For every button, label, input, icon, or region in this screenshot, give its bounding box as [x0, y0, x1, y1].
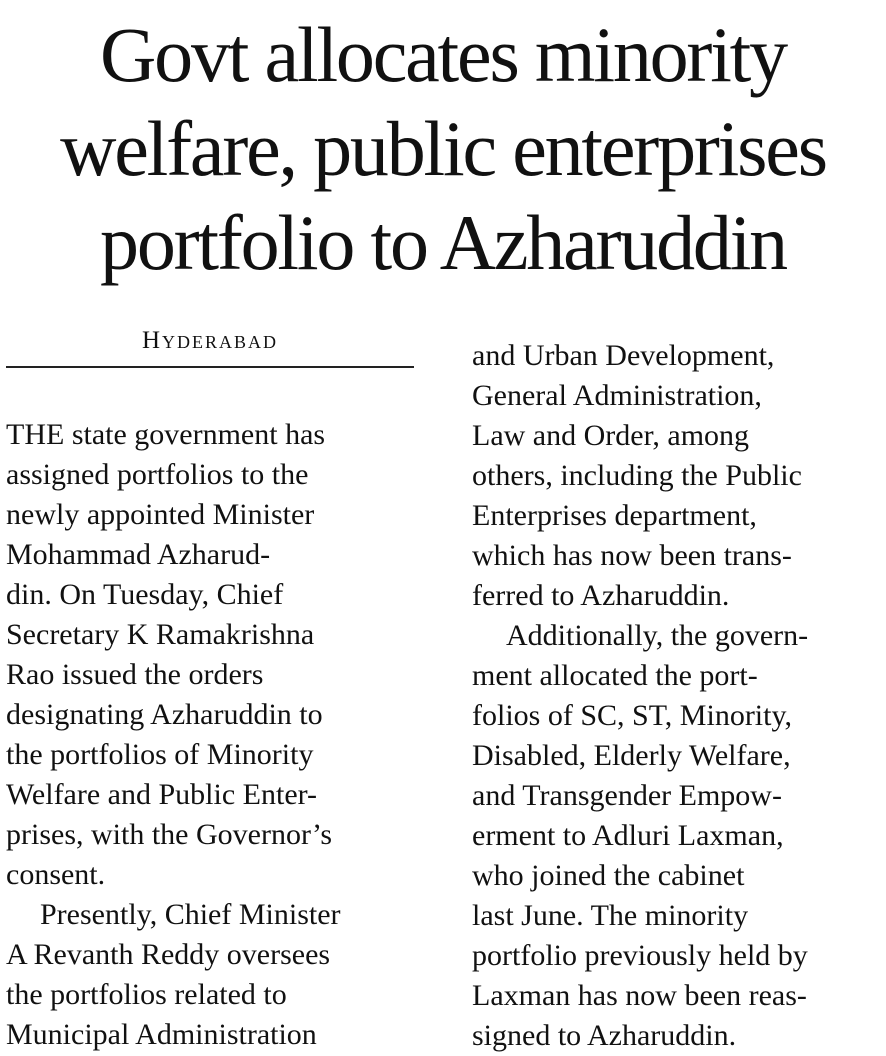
body-line: last June. The minority: [472, 899, 749, 932]
body-line: signed to Azharuddin.: [472, 1019, 737, 1052]
headline-line: Govt allocates minority: [100, 11, 786, 98]
dateline-divider: [6, 366, 414, 368]
body-line: Disabled, Elderly Welfare,: [472, 739, 791, 772]
body-line: din. On Tuesday, Chief: [6, 578, 284, 611]
body-line: the portfolios related to: [6, 978, 287, 1011]
body-line: General Administration,: [472, 379, 762, 412]
headline-line: welfare, public enterprises: [60, 105, 826, 192]
body-line: erment to Adluri Laxman,: [472, 819, 784, 852]
body-line: Laxman has now been reas-: [472, 979, 807, 1012]
body-line: which has now been trans-: [472, 539, 792, 572]
body-line: newly appointed Minister: [6, 498, 315, 531]
body-line: ment allocated the port-: [472, 659, 758, 692]
body-line: Enterprises department,: [472, 499, 757, 532]
body-line: designating Azharuddin to: [6, 698, 323, 731]
body-line: others, including the Public: [472, 459, 802, 492]
body-line: prises, with the Governor’s: [6, 818, 333, 851]
body-line: folios of SC, ST, Minority,: [472, 699, 793, 732]
body-line: and Transgender Empow-: [472, 779, 782, 812]
body-line: consent.: [6, 858, 106, 891]
body-line: assigned portfolios to the: [6, 458, 309, 491]
body-line: Law and Order, among: [472, 419, 750, 452]
body-line: who joined the cabinet: [472, 859, 745, 892]
paragraph-start-line: Additionally, the govern-: [506, 619, 809, 652]
paragraph-start-line: Presently, Chief Minister: [40, 898, 341, 931]
headline: [0, 8, 886, 290]
body-line: THE state government has: [6, 418, 326, 451]
body-line: Mohammad Azharud-: [6, 538, 271, 571]
body-line: Municipal Administration: [6, 1018, 317, 1051]
body-line: and Urban Development,: [472, 339, 775, 372]
body-line: Rao issued the orders: [6, 658, 264, 691]
body-line: ferred to Azharuddin.: [472, 579, 730, 612]
body-line: Secretary K Ramakrishna: [6, 618, 315, 651]
body-line: the portfolios of Minority: [6, 738, 314, 771]
dateline: Hyderabad: [141, 327, 279, 354]
body-line: Welfare and Public Enter-: [6, 778, 318, 811]
body-line: portfolio previously held by: [472, 939, 808, 972]
body-line: A Revanth Reddy oversees: [6, 938, 331, 971]
article-column-left: [6, 415, 341, 1055]
headline-line: portfolio to Azharuddin: [100, 199, 786, 286]
article-column-right: [472, 336, 808, 1056]
